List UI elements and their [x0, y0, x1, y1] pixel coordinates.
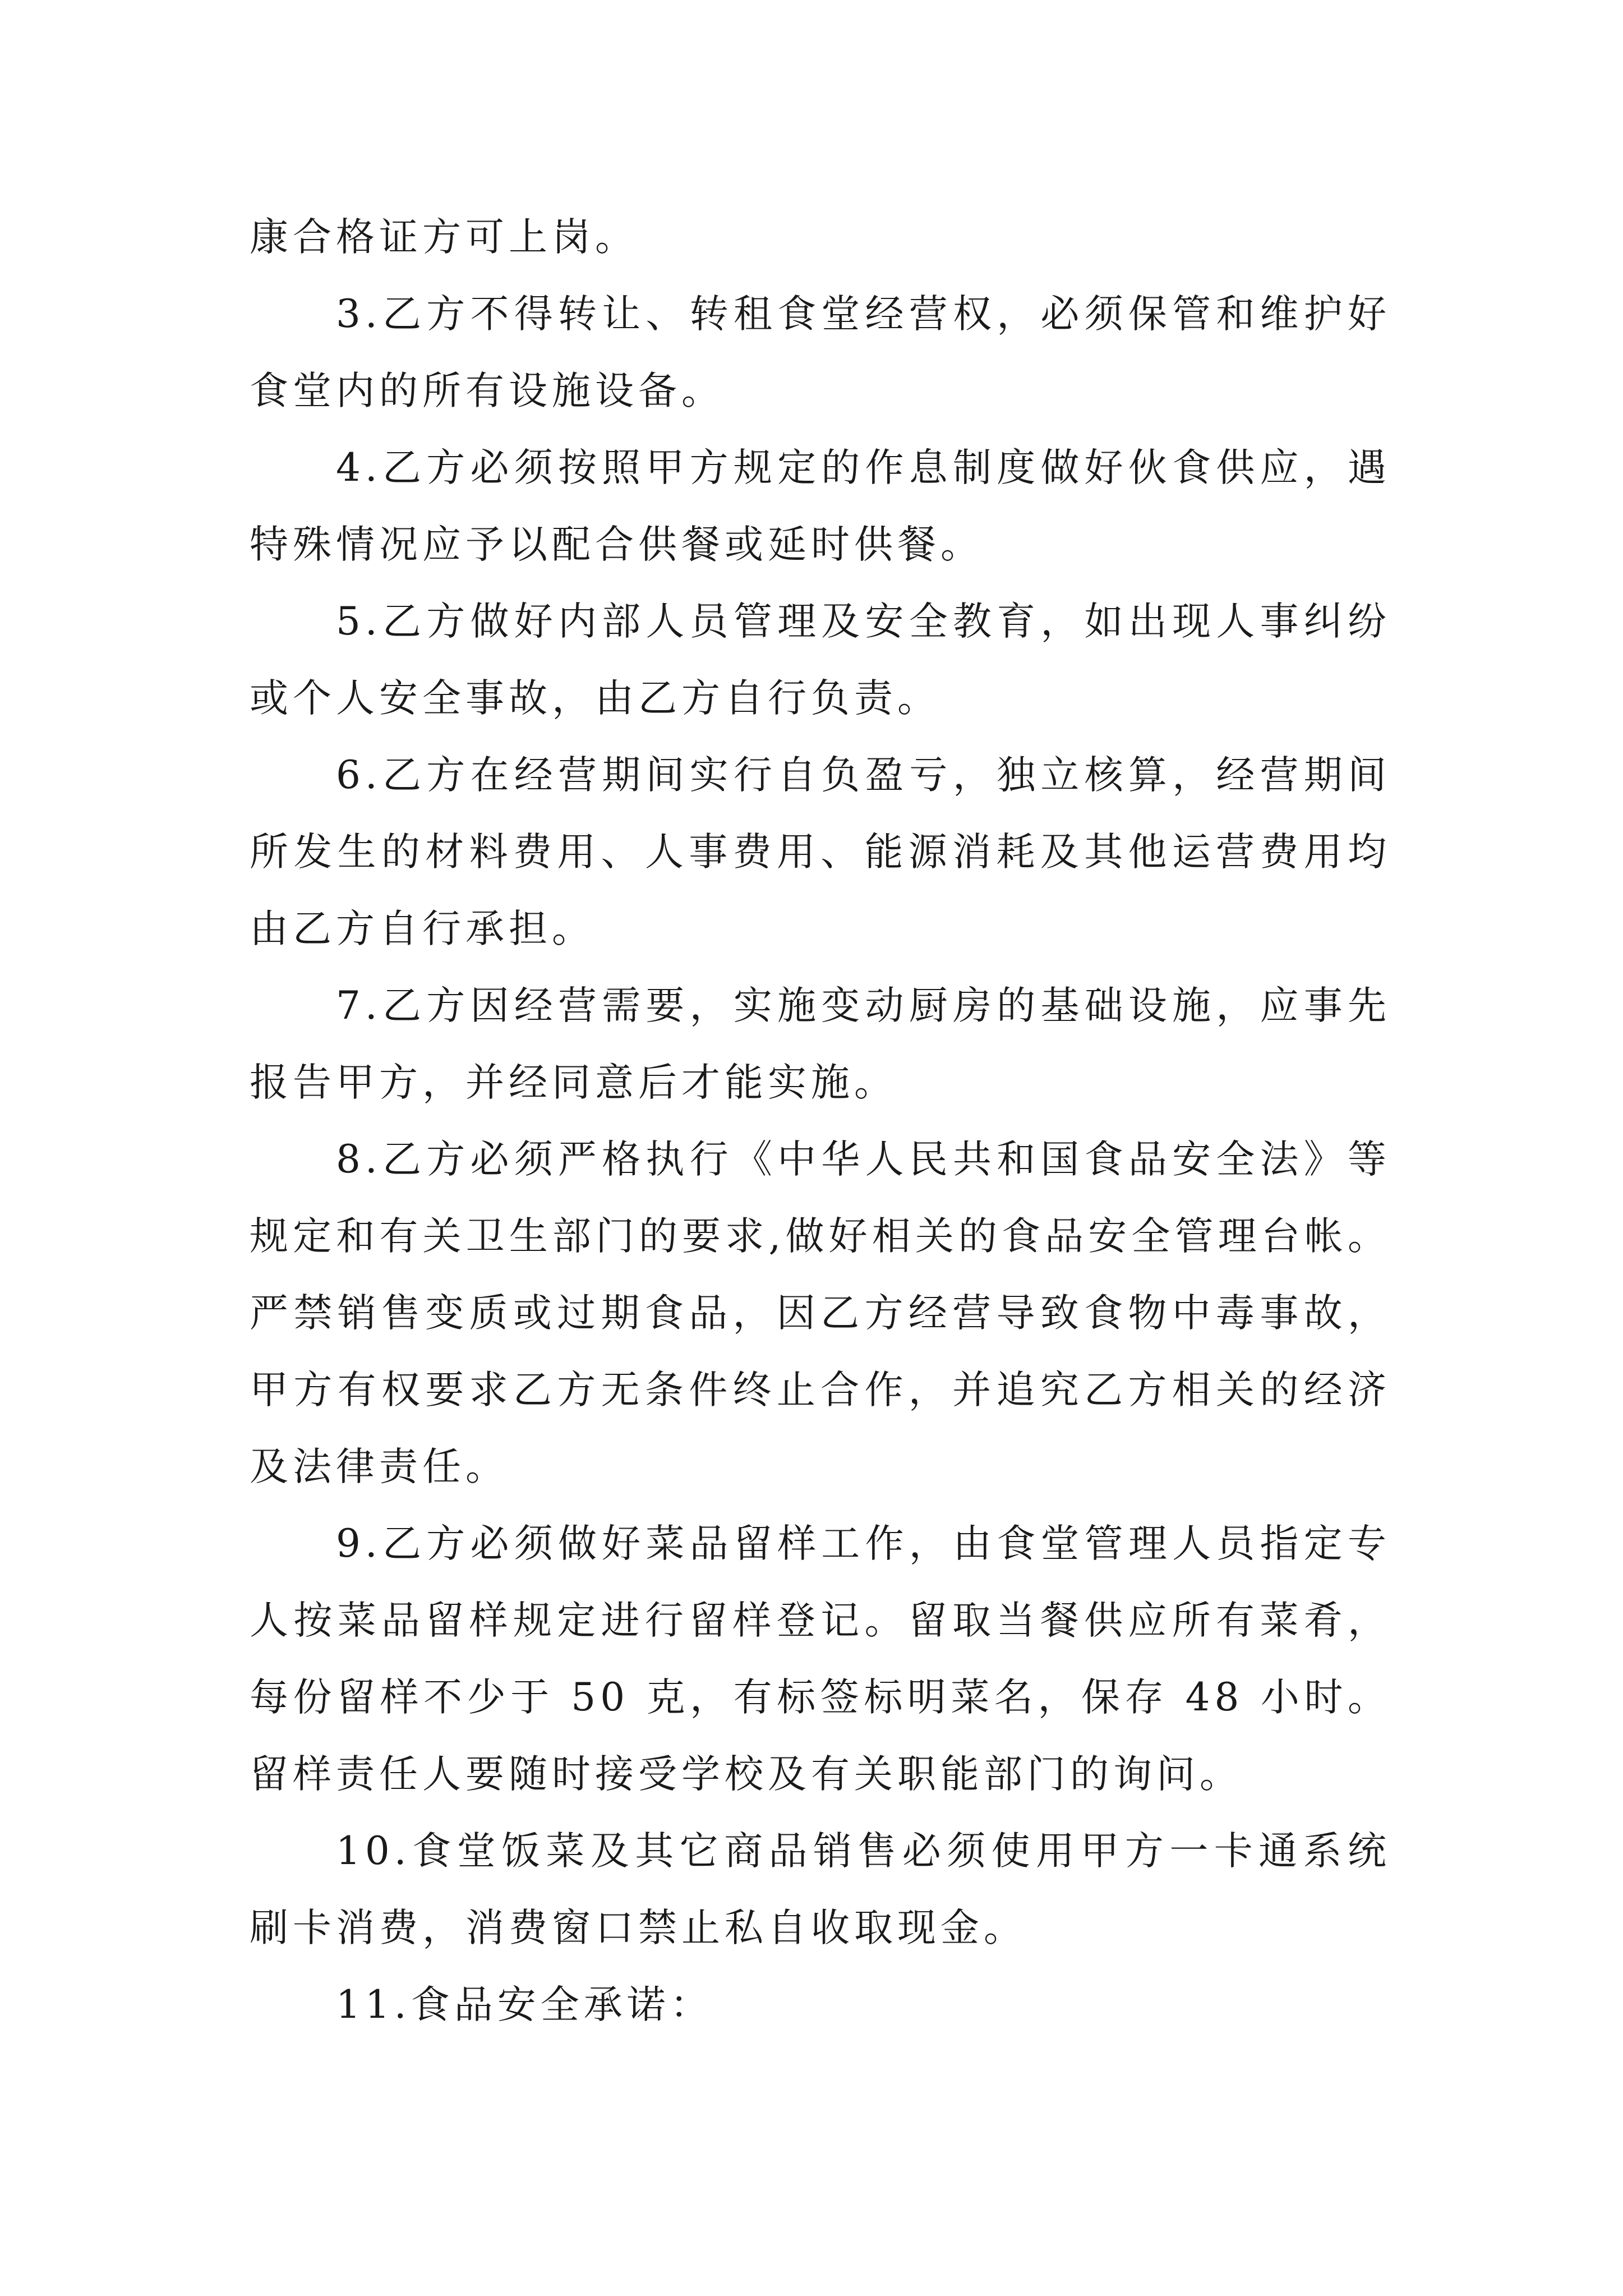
paragraph-item-11: 11.食品安全承诺：: [336, 1982, 713, 2027]
paragraph-item-10: 10.食堂饭菜及其它商品销售必须使用甲方一卡通系统刷卡消费，消费窗口禁止私自收取现金。: [250, 1829, 1391, 1950]
paragraph-item-8: 8.乙方必须严格执行《中华人民共和国食品安全法》等规定和有关卫生部门的要求,做好相关的食品安全管理台帐。严禁销售变质或过期食品，因乙方经营导致食物中毒事故，甲方有权要求乙方无条件终止合作，并追究乙方相关的经济及法律责任。: [250, 1137, 1391, 1489]
paragraph-item-4: 4.乙方必须按照甲方规定的作息制度做好伙食供应，遇特殊情况应予以配合供餐或延时供餐。: [250, 445, 1391, 567]
paragraph-item-6: 6.乙方在经营期间实行自负盈亏，独立核算，经营期间所发生的材料费用、人事费用、能源消耗及其他运营费用均由乙方自行承担。: [250, 753, 1391, 951]
paragraph-item-3: 3.乙方不得转让、转租食堂经营权，必须保管和维护好食堂内的所有设施设备。: [250, 292, 1391, 413]
paragraph-item-9: 9.乙方必须做好菜品留样工作，由食堂管理人员指定专人按菜品留样规定进行留样登记。留取当餐供应所有菜肴，每份留样不少于 50 克，有标签标明菜名，保存 48 小时。留样责任人要随时接受学校及有关职能部门的询问。: [250, 1521, 1391, 1797]
document-body: [250, 199, 1391, 2044]
paragraph-item-7: 7.乙方因经营需要，实施变动厨房的基础设施，应事先报告甲方，并经同意后才能实施。: [250, 983, 1391, 1105]
paragraph-item-5: 5.乙方做好内部人员管理及安全教育，如出现人事纠纷或个人安全事故，由乙方自行负责。: [250, 599, 1391, 721]
paragraph-continuation: 康合格证方可上岗。: [250, 215, 638, 260]
